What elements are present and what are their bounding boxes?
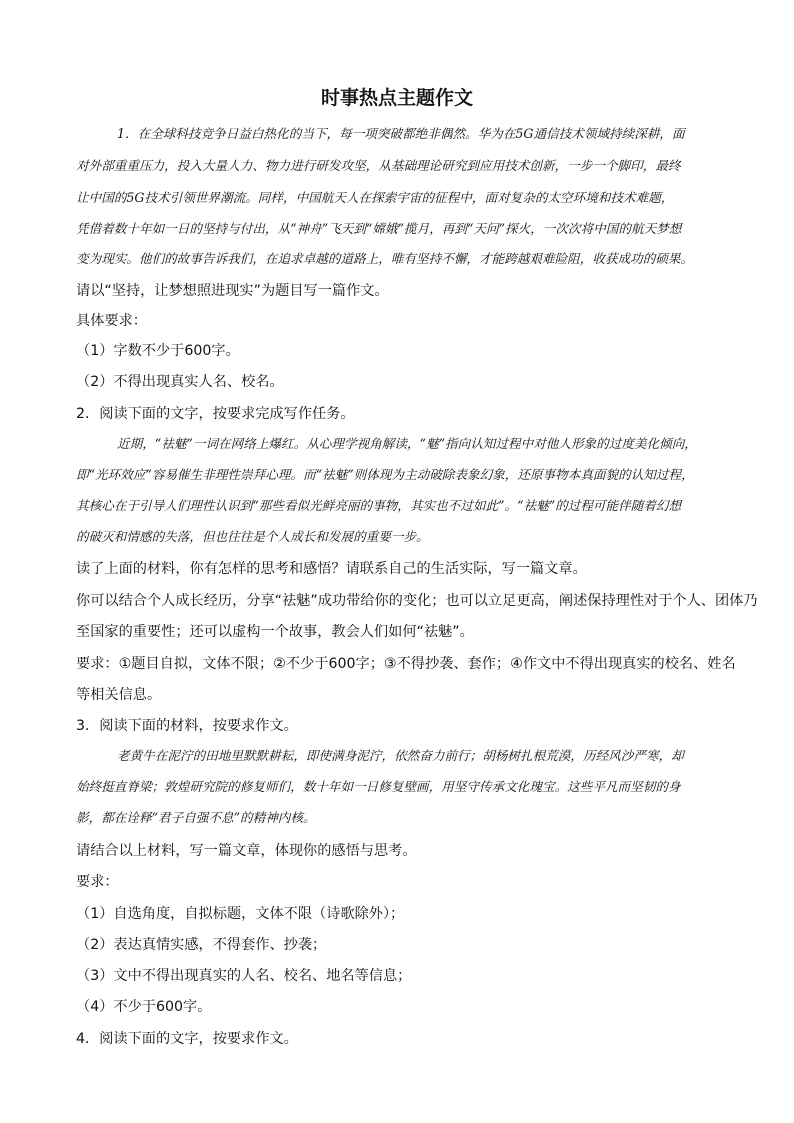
q2-heading: 2．阅读下面的文字，按要求完成写作任务。 <box>76 406 355 422</box>
q1-prompt: 请以“坚持，让梦想照进现实”为题目写一篇作文。 <box>76 283 389 299</box>
q3-material-line: 影，都在诠释“君子自强不息”的精神内核。 <box>76 810 316 825</box>
q3-requirements-title: 要求： <box>76 874 119 890</box>
q3-material-line: 老黄牛在泥泞的田地里默默耕耘，即使满身泥泞，依然奋力前行；胡杨树扎根荒漠，历经风沙严寒，却 <box>117 748 684 763</box>
q2-task: 你可以结合个人成长经历，分享“祛魅”成功带给你的变化；也可以立足更高，阐述保持理性对于个人、团体乃 <box>76 593 758 609</box>
q4-heading: 4．阅读下面的文字，按要求作文。 <box>76 1031 298 1047</box>
q2-task: 读了上面的材料，你有怎样的思考和感悟？请联系自己的生活实际，写一篇文章。 <box>76 561 587 577</box>
q2-material-line: 近期，“祛魅”一词在网络上爆红。从心理学视角解读，“魅”指向认知过程中对他人形象的过度美化倾向， <box>117 436 697 451</box>
q3-requirement: （3）文中不得出现真实的人名、校名、地名等信息； <box>76 968 412 984</box>
q1-material-line: 变为现实。他们的故事告诉我们，在追求卓越的道路上，唯有坚持不懈，才能跨越艰难险阻，收获成功的硕果。 <box>76 251 694 266</box>
q2-material-line: 即“光环效应”容易催生非理性崇拜心理。而“祛魅”则体现为主动破除表象幻象，还原事物本真面貌的认知过程， <box>76 467 694 482</box>
q2-task: 至国家的重要性；还可以虚构一个故事，教会人们如何“祛魅”。 <box>76 624 474 640</box>
q2-material-line: 的破灭和情感的失落，但也往往是个人成长和发展的重要一步。 <box>76 529 429 544</box>
q2-material-line: 其核心在于引导人们理性认识到“那些看似光鲜亮丽的事物，其实也不过如此”。“祛魅”的过程可能伴随着幻想 <box>76 498 682 513</box>
q1-material-line: 凭借着数十年如一日的坚持与付出，从“神舟”飞天到“嫦娥”揽月，再到“天问”探火，一次次将中国的航天梦想 <box>76 221 682 236</box>
q3-requirement: （2）表达真情实感，不得套作、抄袭； <box>76 937 327 953</box>
q1-requirement: （1）字数不少于600字。 <box>76 343 240 359</box>
q3-requirement: （1）自选角度，自拟标题，文体不限（诗歌除外）； <box>76 906 405 922</box>
q1-material-line: 对外部重重压力，投入大量人力、物力进行研发攻坚，从基础理论研究到应用技术创新，一步一个脚印，最终 <box>76 158 681 173</box>
page-title: 时事热点主题作文 <box>320 87 473 109</box>
q3-heading: 3．阅读下面的材料，按要求作文。 <box>76 718 298 734</box>
q3-material-line: 始终挺直脊梁；敦煌研究院的修复师们，数十年如一日修复壁画，用坚守传承文化瑰宝。这些平凡而坚韧的身 <box>76 779 681 794</box>
q3-prompt: 请结合以上材料，写一篇文章，体现你的感悟与思考。 <box>76 843 417 859</box>
q1-requirements-title: 具体要求： <box>76 313 147 329</box>
q1-material-line: 让中国的5G技术引领世界潮流。同样，中国航天人在探索宇宙的征程中，面对复杂的太空环境和技术难题， <box>76 190 674 205</box>
q1-requirement: （2）不得出现真实人名、校名。 <box>76 374 284 390</box>
q1-material-line: 1．在全球科技竞争日益白热化的当下，每一项突破都绝非偶然。华为在5G通信技术领域持续深耕，面 <box>117 126 685 141</box>
q3-requirement: （4）不少于600字。 <box>76 999 212 1015</box>
q2-requirements: 等相关信息。 <box>76 687 162 703</box>
q2-requirements: 要求：①题目自拟，文体不限；②不少于600字；③不得抄袭、套作；④作文中不得出现真实的校名、姓名 <box>76 656 736 672</box>
